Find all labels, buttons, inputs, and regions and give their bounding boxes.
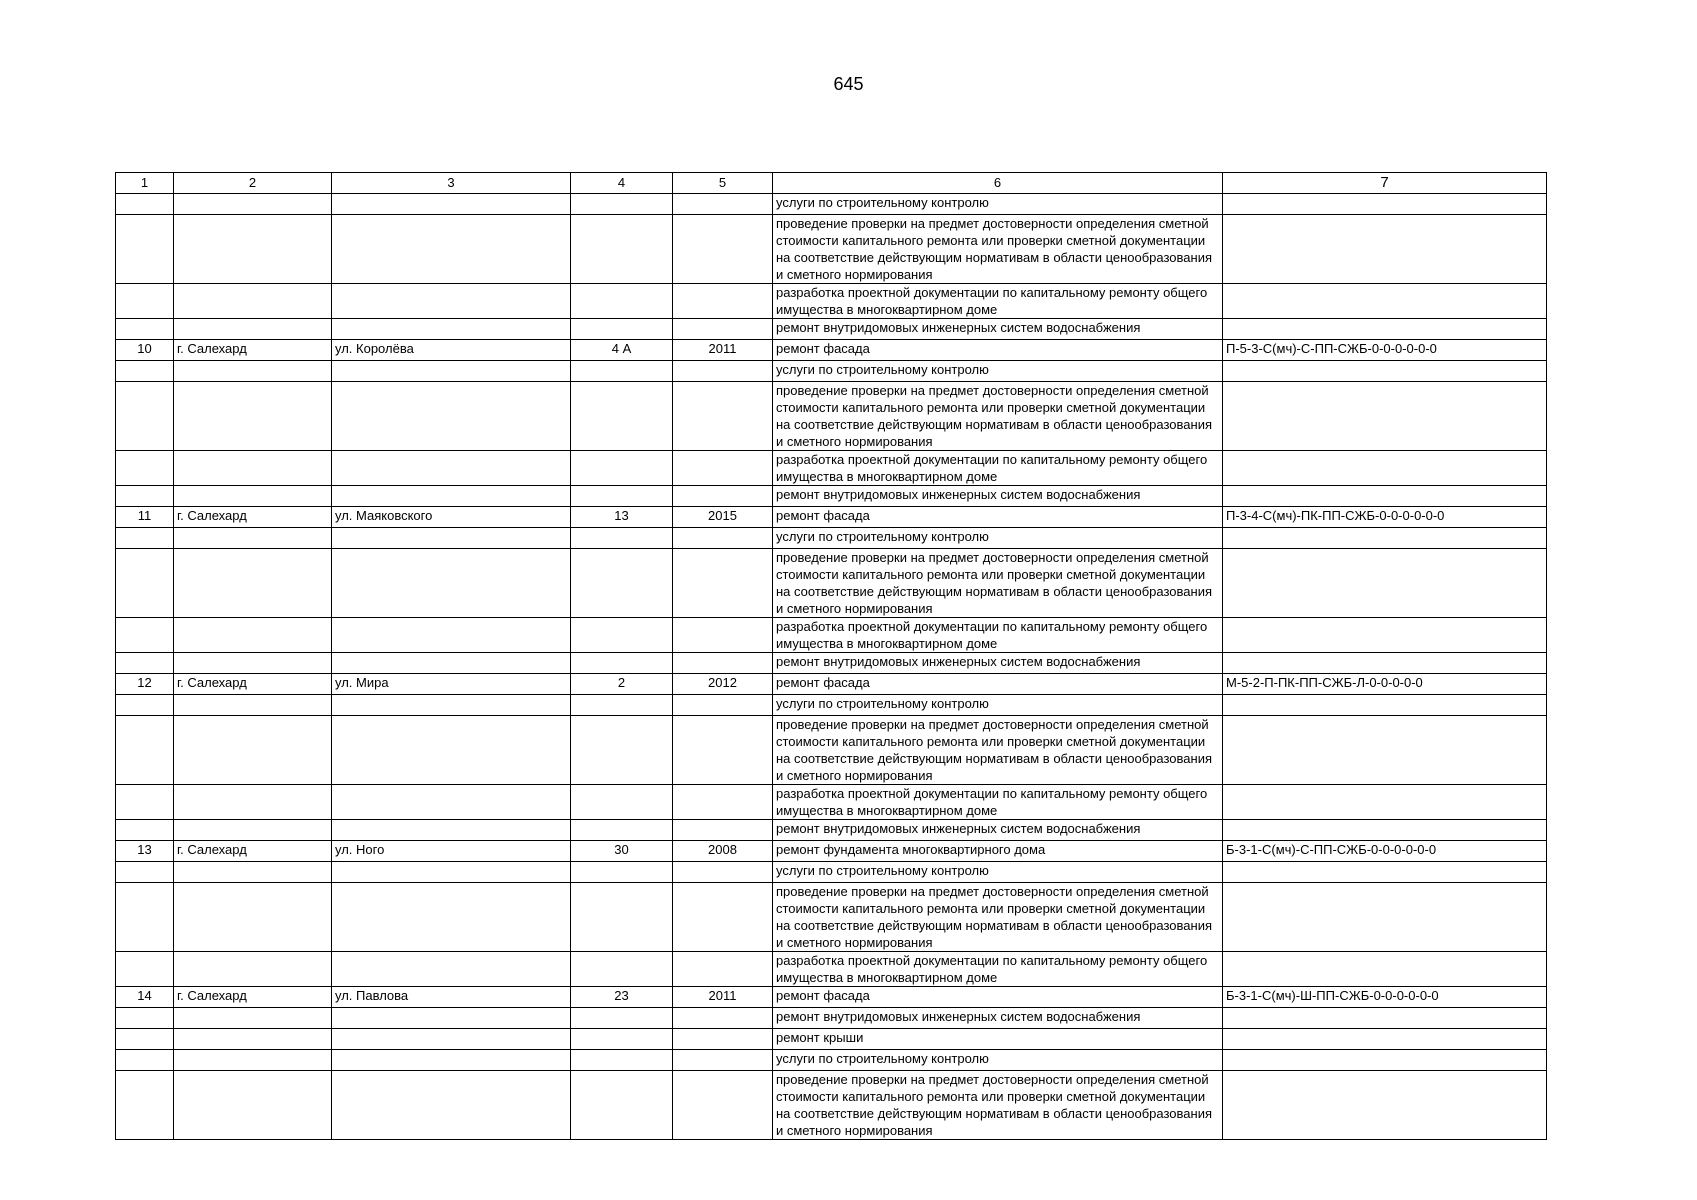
cell-house [571, 528, 673, 549]
cell-year [673, 486, 773, 507]
cell-work-type: услуги по строительному контролю [773, 528, 1223, 549]
cell-year [673, 549, 773, 618]
table-row [116, 486, 1547, 507]
cell-building-code [1223, 361, 1547, 382]
cell-street [332, 716, 571, 785]
cell-house [571, 820, 673, 841]
cell-building-code [1223, 1008, 1547, 1029]
cell-year [673, 361, 773, 382]
cell-year: 2011 [673, 987, 773, 1008]
cell-building-code [1223, 549, 1547, 618]
cell-year [673, 952, 773, 987]
cell-work-type: ремонт фасада [773, 987, 1223, 1008]
table-row [116, 952, 1547, 987]
cell-year [673, 451, 773, 486]
table-row [116, 340, 1547, 361]
cell-house [571, 618, 673, 653]
cell-building-code [1223, 1029, 1547, 1050]
table-row [116, 841, 1547, 862]
table-row [116, 618, 1547, 653]
cell-number [116, 820, 174, 841]
cell-house [571, 1071, 673, 1140]
cell-work-type: услуги по строительному контролю [773, 695, 1223, 716]
cell-street: ул. Павлова [332, 987, 571, 1008]
cell-year [673, 785, 773, 820]
cell-building-code [1223, 451, 1547, 486]
cell-work-type: услуги по строительному контролю [773, 1050, 1223, 1071]
cell-building-code: М-5-2-П-ПК-ПП-СЖБ-Л-0-0-0-0-0 [1223, 674, 1547, 695]
cell-number: 14 [116, 987, 174, 1008]
cell-number [116, 716, 174, 785]
cell-building-code: Б-3-1-С(мч)-Ш-ПП-СЖБ-0-0-0-0-0-0 [1223, 987, 1547, 1008]
cell-year: 2015 [673, 507, 773, 528]
cell-house [571, 785, 673, 820]
cell-year [673, 1029, 773, 1050]
cell-building-code [1223, 319, 1547, 340]
cell-street [332, 1071, 571, 1140]
cell-building-code [1223, 215, 1547, 284]
cell-city [174, 862, 332, 883]
cell-street [332, 883, 571, 952]
cell-building-code [1223, 194, 1547, 215]
table-row [116, 674, 1547, 695]
cell-building-code [1223, 653, 1547, 674]
column-number-1: 1 [116, 173, 174, 194]
cell-city: г. Салехард [174, 340, 332, 361]
cell-work-type: ремонт фундамента многоквартирного дома [773, 841, 1223, 862]
cell-street [332, 653, 571, 674]
cell-number [116, 618, 174, 653]
table-row [116, 987, 1547, 1008]
cell-city [174, 618, 332, 653]
cell-year [673, 1071, 773, 1140]
table-row [116, 883, 1547, 952]
cell-street: ул. Ного [332, 841, 571, 862]
cell-year: 2011 [673, 340, 773, 361]
cell-number: 13 [116, 841, 174, 862]
cell-building-code [1223, 1071, 1547, 1140]
table-body [116, 173, 1547, 1140]
cell-number [116, 1029, 174, 1050]
cell-street: ул. Мира [332, 674, 571, 695]
column-number-2: 2 [174, 173, 332, 194]
cell-number: 12 [116, 674, 174, 695]
cell-work-type: проведение проверки на предмет достоверности определения сметной стоимости капитального ремонта или проверки сметной документации на соответствие действующим нормативам в области ценообразования и сметного нормирования [773, 1071, 1223, 1140]
cell-house [571, 1029, 673, 1050]
table-row [116, 528, 1547, 549]
cell-house [571, 215, 673, 284]
column-number-7: 7 [1223, 173, 1547, 194]
cell-house [571, 284, 673, 319]
cell-year [673, 382, 773, 451]
cell-year [673, 883, 773, 952]
cell-street [332, 1050, 571, 1071]
cell-street [332, 486, 571, 507]
cell-number [116, 549, 174, 618]
cell-work-type: услуги по строительному контролю [773, 361, 1223, 382]
cell-house: 30 [571, 841, 673, 862]
cell-street [332, 820, 571, 841]
table-row [116, 284, 1547, 319]
cell-number [116, 653, 174, 674]
table-row [116, 451, 1547, 486]
cell-number [116, 486, 174, 507]
cell-city [174, 785, 332, 820]
cell-city: г. Салехард [174, 507, 332, 528]
cell-number [116, 319, 174, 340]
cell-work-type: ремонт внутридомовых инженерных систем водоснабжения [773, 1008, 1223, 1029]
cell-year [673, 716, 773, 785]
cell-house [571, 1050, 673, 1071]
cell-number: 10 [116, 340, 174, 361]
table-header-row [116, 173, 1547, 194]
cell-street: ул. Маяковского [332, 507, 571, 528]
cell-house [571, 952, 673, 987]
cell-number: 11 [116, 507, 174, 528]
cell-year [673, 695, 773, 716]
cell-house [571, 862, 673, 883]
cell-city [174, 883, 332, 952]
cell-year [673, 1008, 773, 1029]
table-row [116, 194, 1547, 215]
cell-year [673, 528, 773, 549]
page-number: 645 [833, 74, 864, 94]
cell-house [571, 883, 673, 952]
table-row [116, 361, 1547, 382]
cell-city [174, 194, 332, 215]
cell-street [332, 952, 571, 987]
table-row [116, 716, 1547, 785]
cell-number [116, 194, 174, 215]
cell-work-type: ремонт внутридомовых инженерных систем водоснабжения [773, 486, 1223, 507]
cell-street [332, 785, 571, 820]
cell-year [673, 194, 773, 215]
cell-year: 2008 [673, 841, 773, 862]
cell-number [116, 1008, 174, 1029]
cell-city [174, 952, 332, 987]
cell-city [174, 451, 332, 486]
cell-city [174, 319, 332, 340]
cell-building-code [1223, 486, 1547, 507]
cell-street [332, 194, 571, 215]
cell-work-type: услуги по строительному контролю [773, 862, 1223, 883]
cell-city [174, 382, 332, 451]
cell-street [332, 528, 571, 549]
cell-work-type: проведение проверки на предмет достоверности определения сметной стоимости капитального ремонта или проверки сметной документации на соответствие действующим нормативам в области ценообразования и сметного нормирования [773, 382, 1223, 451]
cell-city [174, 1050, 332, 1071]
cell-city: г. Салехард [174, 841, 332, 862]
cell-building-code [1223, 695, 1547, 716]
table-row [116, 862, 1547, 883]
cell-year [673, 862, 773, 883]
column-number-3: 3 [332, 173, 571, 194]
cell-street [332, 361, 571, 382]
cell-year [673, 215, 773, 284]
cell-number [116, 382, 174, 451]
cell-street [332, 618, 571, 653]
cell-street [332, 451, 571, 486]
cell-number [116, 215, 174, 284]
cell-work-type: услуги по строительному контролю [773, 194, 1223, 215]
column-number-6: 6 [773, 173, 1223, 194]
cell-house [571, 716, 673, 785]
table-row [116, 785, 1547, 820]
cell-city [174, 284, 332, 319]
cell-house: 4 А [571, 340, 673, 361]
table-row [116, 382, 1547, 451]
cell-year [673, 653, 773, 674]
cell-number [116, 952, 174, 987]
cell-street [332, 319, 571, 340]
cell-building-code [1223, 883, 1547, 952]
cell-work-type: разработка проектной документации по капитальному ремонту общего имущества в многоквартирном доме [773, 451, 1223, 486]
cell-work-type: ремонт фасада [773, 340, 1223, 361]
cell-city: г. Салехард [174, 674, 332, 695]
cell-building-code: Б-3-1-С(мч)-С-ПП-СЖБ-0-0-0-0-0-0 [1223, 841, 1547, 862]
table-row [116, 319, 1547, 340]
table-row [116, 1050, 1547, 1071]
cell-city [174, 1008, 332, 1029]
cell-building-code [1223, 382, 1547, 451]
table-row [116, 507, 1547, 528]
cell-house [571, 319, 673, 340]
cell-house [571, 549, 673, 618]
cell-house [571, 653, 673, 674]
cell-number [116, 451, 174, 486]
cell-city [174, 486, 332, 507]
cell-year [673, 618, 773, 653]
table-row [116, 1071, 1547, 1140]
cell-work-type: разработка проектной документации по капитальному ремонту общего имущества в многоквартирном доме [773, 284, 1223, 319]
cell-building-code [1223, 1050, 1547, 1071]
cell-building-code: П-5-3-С(мч)-С-ПП-СЖБ-0-0-0-0-0-0 [1223, 340, 1547, 361]
table-row [116, 549, 1547, 618]
cell-work-type: проведение проверки на предмет достоверности определения сметной стоимости капитального ремонта или проверки сметной документации на соответствие действующим нормативам в области ценообразования и сметного нормирования [773, 215, 1223, 284]
cell-building-code: П-3-4-С(мч)-ПК-ПП-СЖБ-0-0-0-0-0-0 [1223, 507, 1547, 528]
cell-building-code [1223, 618, 1547, 653]
cell-city: г. Салехард [174, 987, 332, 1008]
repair-register-table [115, 172, 1547, 1140]
column-number-4: 4 [571, 173, 673, 194]
cell-year: 2012 [673, 674, 773, 695]
cell-number [116, 883, 174, 952]
cell-house [571, 382, 673, 451]
cell-street [332, 1008, 571, 1029]
table-row [116, 1008, 1547, 1029]
cell-building-code [1223, 952, 1547, 987]
cell-street [332, 215, 571, 284]
cell-city [174, 1071, 332, 1140]
cell-building-code [1223, 820, 1547, 841]
cell-work-type: разработка проектной документации по капитальному ремонту общего имущества в многоквартирном доме [773, 785, 1223, 820]
cell-year [673, 1050, 773, 1071]
cell-year [673, 319, 773, 340]
cell-building-code [1223, 862, 1547, 883]
cell-city [174, 820, 332, 841]
table-row [116, 820, 1547, 841]
cell-work-type: ремонт внутридомовых инженерных систем водоснабжения [773, 653, 1223, 674]
cell-work-type: проведение проверки на предмет достоверности определения сметной стоимости капитального ремонта или проверки сметной документации на соответствие действующим нормативам в области ценообразования и сметного нормирования [773, 716, 1223, 785]
cell-work-type: ремонт фасада [773, 507, 1223, 528]
cell-house [571, 486, 673, 507]
cell-city [174, 716, 332, 785]
cell-number [116, 361, 174, 382]
table-row [116, 1029, 1547, 1050]
cell-street [332, 284, 571, 319]
cell-building-code [1223, 284, 1547, 319]
cell-house: 2 [571, 674, 673, 695]
cell-street [332, 549, 571, 618]
cell-building-code [1223, 716, 1547, 785]
cell-city [174, 653, 332, 674]
cell-house: 13 [571, 507, 673, 528]
cell-house [571, 451, 673, 486]
cell-work-type: ремонт крыши [773, 1029, 1223, 1050]
table-row [116, 653, 1547, 674]
cell-city [174, 361, 332, 382]
cell-number [116, 1071, 174, 1140]
cell-work-type: ремонт внутридомовых инженерных систем водоснабжения [773, 820, 1223, 841]
cell-house: 23 [571, 987, 673, 1008]
cell-number [116, 528, 174, 549]
cell-street [332, 862, 571, 883]
cell-number [116, 695, 174, 716]
cell-city [174, 695, 332, 716]
cell-street [332, 1029, 571, 1050]
cell-street: ул. Королёва [332, 340, 571, 361]
cell-house [571, 361, 673, 382]
cell-house [571, 695, 673, 716]
cell-work-type: разработка проектной документации по капитальному ремонту общего имущества в многоквартирном доме [773, 952, 1223, 987]
cell-house [571, 1008, 673, 1029]
cell-number [116, 785, 174, 820]
cell-building-code [1223, 785, 1547, 820]
column-number-5: 5 [673, 173, 773, 194]
cell-city [174, 215, 332, 284]
cell-year [673, 284, 773, 319]
cell-building-code [1223, 528, 1547, 549]
cell-work-type: проведение проверки на предмет достоверности определения сметной стоимости капитального ремонта или проверки сметной документации на соответствие действующим нормативам в области ценообразования и сметного нормирования [773, 549, 1223, 618]
cell-work-type: ремонт фасада [773, 674, 1223, 695]
cell-work-type: проведение проверки на предмет достоверности определения сметной стоимости капитального ремонта или проверки сметной документации на соответствие действующим нормативам в области ценообразования и сметного нормирования [773, 883, 1223, 952]
cell-house [571, 194, 673, 215]
cell-number [116, 862, 174, 883]
table-row [116, 215, 1547, 284]
cell-number [116, 1050, 174, 1071]
cell-city [174, 528, 332, 549]
cell-street [332, 382, 571, 451]
cell-year [673, 820, 773, 841]
cell-work-type: ремонт внутридомовых инженерных систем водоснабжения [773, 319, 1223, 340]
cell-work-type: разработка проектной документации по капитальному ремонту общего имущества в многоквартирном доме [773, 618, 1223, 653]
cell-street [332, 695, 571, 716]
cell-city [174, 549, 332, 618]
table-row [116, 695, 1547, 716]
cell-city [174, 1029, 332, 1050]
cell-number [116, 284, 174, 319]
